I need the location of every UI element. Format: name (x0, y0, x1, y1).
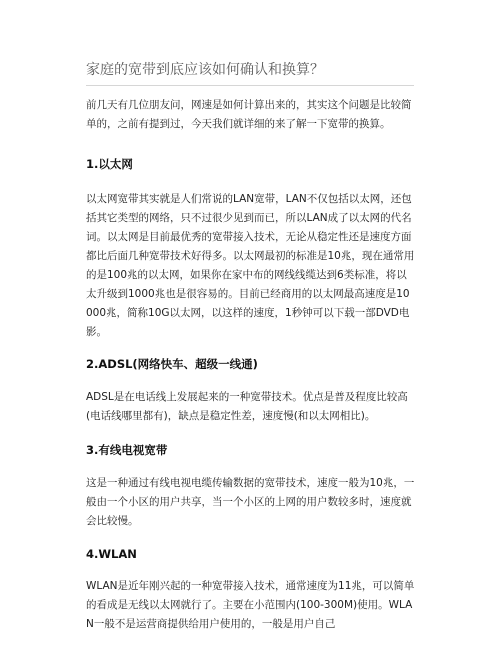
section-heading-4: 4.WLAN (86, 547, 137, 561)
title-divider (86, 85, 414, 86)
document-body (86, 96, 416, 634)
section-body-1: 以太网宽带其实就是人们常说的LAN宽带，LAN不仅包括以太网，还包括其它类型的网络，只不过很少见到而已，所以LAN成了以太网的代名词。以太网是目前最优秀的宽带接入技术，无论从稳定性还是速度方面都比后面几种宽带技术好得多。以太网最初的标准是10兆，现在通常用的是100兆的以太网，如果你在家中布的网线线缆达到6类标准，将以太升级到1000兆也是很容易的。目前已经商用的以太网最高速度是10000兆，简称10G以太网，以这样的速度，1秒钟可以下载一部DVD电影。 (86, 193, 415, 338)
section-heading-1: 1.以太网 (86, 157, 133, 171)
section-body-2: ADSL是在电话线上发展起来的一种宽带技术。优点是普及程度比较高(电话线哪里都有)，缺点是稳定性差，速度慢(和以太网相比)。 (86, 391, 408, 422)
intro-paragraph: 前几天有几位朋友问，网速是如何计算出来的，其实这个问题是比较简单的，之前有提到过，今天我们就详细的来了解一下宽带的换算。 (86, 99, 412, 130)
section-heading-3: 3.有线电视宽带 (86, 443, 168, 457)
section-body-4: WLAN是近年刚兴起的一种宽带接入技术，通常速度为11兆，可以简单的看成是无线以太网就行了。主要在小范围内(100-300M)使用。WLAN一般不是运营商提供给用户使用的，一般是用户自己 (86, 580, 415, 630)
section-body-3: 这是一种通过有线电视电缆传输数据的宽带技术，速度一般为10兆，一般由一个小区的用户共享，当一个小区的上网的用户数较多时，速度就会比较慢。 (86, 477, 415, 527)
section-heading-2: 2.ADSL(网络快车、超级一线通) (86, 357, 258, 371)
document-title: 家庭的宽带到底应该如何确认和换算？ (86, 62, 324, 78)
